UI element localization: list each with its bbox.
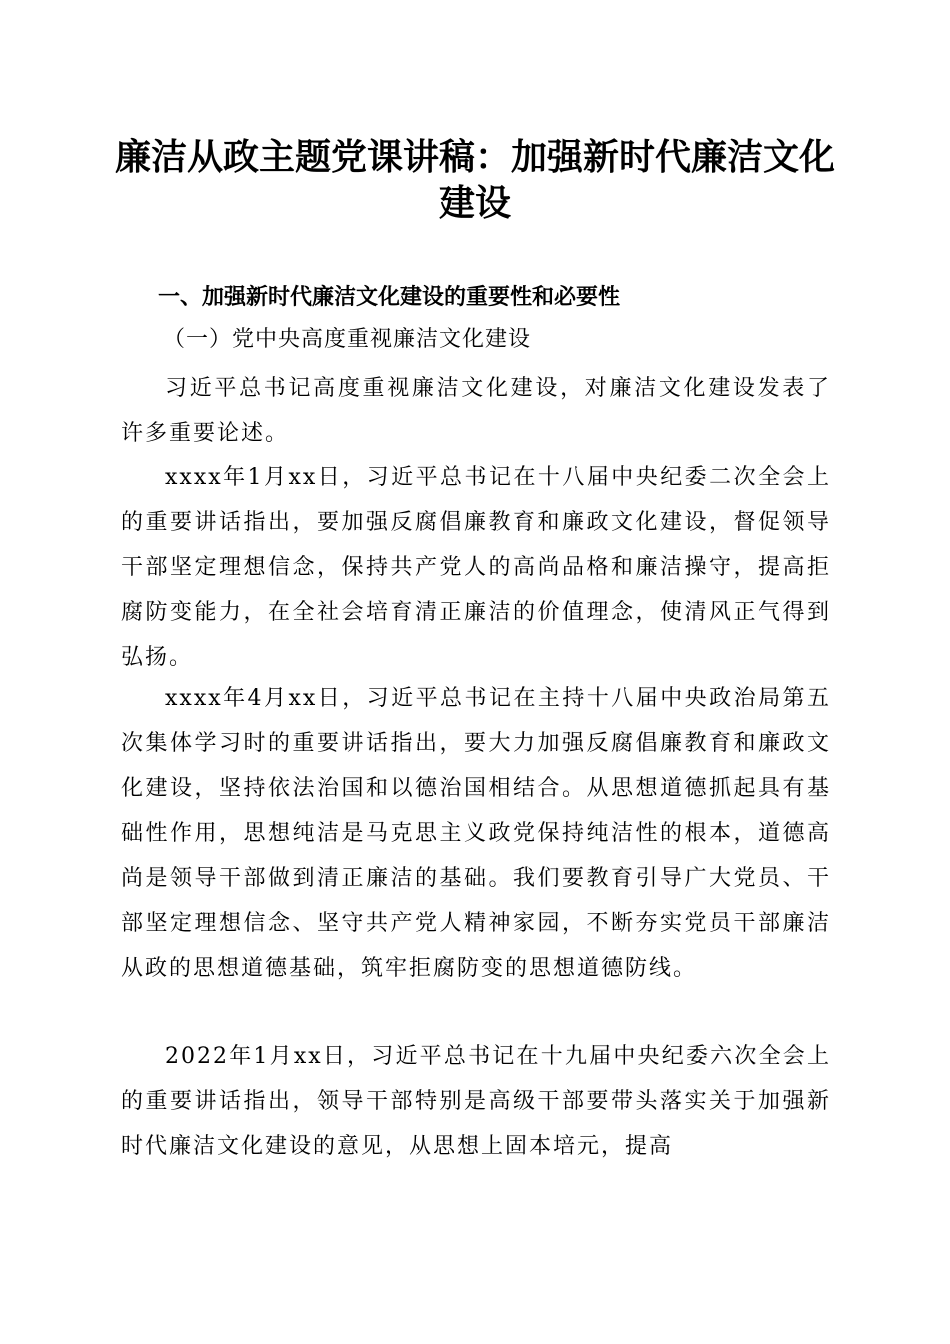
- paragraph: xxxx年4月xx日，习近平总书记在主持十八届中央政治局第五次集体学习时的重要讲话指出，要大力加强反腐倡廉教育和廉政文化建设，坚持依法治国和以德治国相结合。从思想道德抓起具有基础性作用，思想纯洁是马克思主义政党保持纯洁性的根本，道德高尚是领导干部做到清正廉洁的基础。我们要教育引导广大党员、干部坚定理想信念、坚守共产党人精神家园，不断夯实党员干部廉洁从政的思想道德基础，筑牢拒腐防变的思想道德防线。: [121, 686, 831, 981]
- paragraph: 2022年1月xx日，习近平总书记在十九届中央纪委六次全会上的重要讲话指出，领导干部特别是高级干部要带头落实关于加强新时代廉洁文化建设的意见，从思想上固本培元，提高: [121, 1044, 831, 1159]
- paragraph: 习近平总书记高度重视廉洁文化建设，对廉洁文化建设发表了许多重要论述。: [121, 376, 831, 446]
- section-heading: 一、加强新时代廉洁文化建设的重要性和必要性: [158, 285, 621, 310]
- paragraph: xxxx年1月xx日，习近平总书记在十八届中央纪委二次全会上的重要讲话指出，要加强反腐倡廉教育和廉政文化建设，督促领导干部坚定理想信念，保持共产党人的高尚品格和廉洁操守，提高拒腐防变能力，在全社会培育清正廉洁的价值理念，使清风正气得到弘扬。: [121, 465, 831, 670]
- document-title: 廉洁从政主题党课讲稿：加强新时代廉洁文化建设: [114, 136, 835, 224]
- subsection-heading: （一）党中央高度重视廉洁文化建设: [163, 327, 532, 352]
